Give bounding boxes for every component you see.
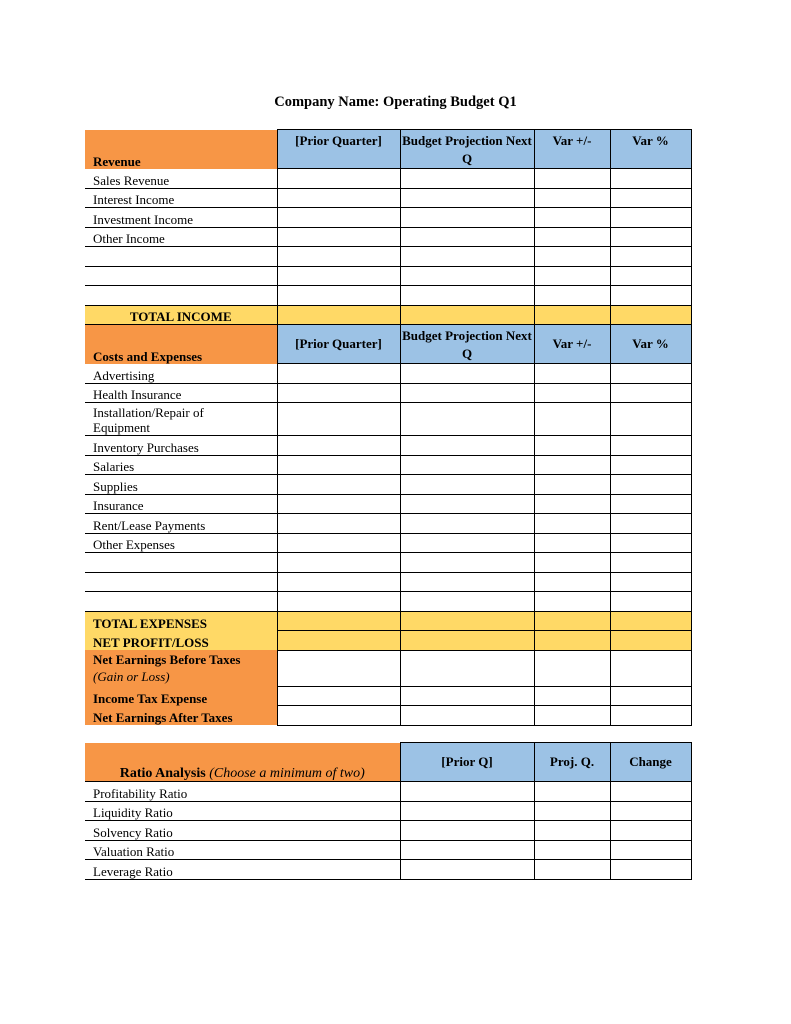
table-row xyxy=(85,266,691,286)
input-cell[interactable] xyxy=(400,455,534,475)
input-cell[interactable] xyxy=(277,455,400,475)
header-change: Change xyxy=(610,743,691,782)
input-cell[interactable] xyxy=(610,286,691,306)
header-budget-projection-2: Budget Projection Next Q xyxy=(400,325,534,364)
table-row xyxy=(85,364,691,384)
ratio-row-label: Leverage Ratio xyxy=(85,860,400,880)
input-cell[interactable] xyxy=(277,686,400,706)
table-row xyxy=(85,247,691,267)
row-label: Installation/Repair of Equipment xyxy=(85,403,277,436)
input-cell[interactable] xyxy=(400,860,534,880)
input-cell[interactable] xyxy=(400,840,534,860)
input-cell[interactable] xyxy=(534,247,610,267)
input-cell[interactable] xyxy=(534,455,610,475)
net-profit-label: NET PROFIT/LOSS xyxy=(85,631,277,651)
row-label: Other Income xyxy=(85,227,277,247)
total-cell[interactable] xyxy=(400,631,534,651)
income-tax-label: Income Tax Expense xyxy=(85,686,277,706)
total-expenses-row xyxy=(85,611,691,631)
total-cell[interactable] xyxy=(534,305,610,325)
input-cell[interactable] xyxy=(277,266,400,286)
table-row xyxy=(85,436,691,456)
input-cell[interactable] xyxy=(610,592,691,612)
input-cell[interactable] xyxy=(277,475,400,495)
budget-table xyxy=(85,129,692,726)
input-cell[interactable] xyxy=(277,533,400,553)
table-row xyxy=(85,572,691,592)
input-cell[interactable] xyxy=(400,383,534,403)
input-cell[interactable] xyxy=(534,436,610,456)
costs-label: Costs and Expenses xyxy=(85,325,277,364)
total-cell[interactable] xyxy=(277,611,400,631)
input-cell[interactable] xyxy=(400,188,534,208)
input-cell[interactable] xyxy=(400,821,534,841)
net-earnings-before-label: Net Earnings Before Taxes (Gain or Loss) xyxy=(85,650,277,686)
input-cell[interactable] xyxy=(534,553,610,573)
row-label: Sales Revenue xyxy=(85,169,277,189)
input-cell[interactable] xyxy=(400,572,534,592)
total-cell[interactable] xyxy=(610,611,691,631)
header-prior-quarter: [Prior Quarter] xyxy=(277,130,400,169)
input-cell[interactable] xyxy=(277,188,400,208)
table-row xyxy=(85,553,691,573)
input-cell[interactable] xyxy=(610,266,691,286)
input-cell[interactable] xyxy=(534,706,610,726)
blank-label[interactable] xyxy=(85,266,277,286)
input-cell[interactable] xyxy=(400,706,534,726)
total-income-label: TOTAL INCOME xyxy=(85,305,277,325)
input-cell[interactable] xyxy=(610,553,691,573)
input-cell[interactable] xyxy=(534,801,610,821)
input-cell[interactable] xyxy=(400,514,534,534)
input-cell[interactable] xyxy=(534,169,610,189)
input-cell[interactable] xyxy=(534,514,610,534)
input-cell[interactable] xyxy=(610,383,691,403)
row-label: Investment Income xyxy=(85,208,277,228)
table-row xyxy=(85,208,691,228)
input-cell[interactable] xyxy=(534,208,610,228)
input-cell[interactable] xyxy=(277,227,400,247)
input-cell[interactable] xyxy=(610,188,691,208)
input-cell[interactable] xyxy=(400,169,534,189)
net-earnings-after-label: Net Earnings After Taxes xyxy=(85,706,277,726)
net-profit-row xyxy=(85,631,691,651)
total-cell[interactable] xyxy=(400,611,534,631)
header-prior-quarter-2: [Prior Quarter] xyxy=(277,325,400,364)
input-cell[interactable] xyxy=(277,208,400,228)
input-cell[interactable] xyxy=(610,455,691,475)
input-cell[interactable] xyxy=(277,650,400,686)
input-cell[interactable] xyxy=(610,782,691,802)
input-cell[interactable] xyxy=(610,533,691,553)
header-prior-q: [Prior Q] xyxy=(400,743,534,782)
input-cell[interactable] xyxy=(400,436,534,456)
total-cell[interactable] xyxy=(534,631,610,651)
total-cell[interactable] xyxy=(277,631,400,651)
input-cell[interactable] xyxy=(610,436,691,456)
net-earnings-after-row xyxy=(85,706,691,726)
input-cell[interactable] xyxy=(400,782,534,802)
input-cell[interactable] xyxy=(534,188,610,208)
input-cell[interactable] xyxy=(610,686,691,706)
input-cell[interactable] xyxy=(610,650,691,686)
header-var-abs-2: Var +/- xyxy=(534,325,610,364)
input-cell[interactable] xyxy=(534,686,610,706)
ratio-label: Ratio Analysis (Choose a minimum of two) xyxy=(85,743,400,782)
ratio-row-label: Valuation Ratio xyxy=(85,840,400,860)
total-expenses-label: TOTAL EXPENSES xyxy=(85,611,277,631)
input-cell[interactable] xyxy=(610,169,691,189)
input-cell[interactable] xyxy=(610,403,691,436)
input-cell[interactable] xyxy=(400,494,534,514)
table-row xyxy=(85,403,691,436)
input-cell[interactable] xyxy=(610,208,691,228)
ratio-row-label: Liquidity Ratio xyxy=(85,801,400,821)
input-cell[interactable] xyxy=(534,286,610,306)
input-cell[interactable] xyxy=(534,840,610,860)
input-cell[interactable] xyxy=(400,801,534,821)
input-cell[interactable] xyxy=(400,475,534,495)
input-cell[interactable] xyxy=(610,860,691,880)
input-cell[interactable] xyxy=(400,650,534,686)
input-cell[interactable] xyxy=(610,494,691,514)
input-cell[interactable] xyxy=(400,247,534,267)
blank-label[interactable] xyxy=(85,572,277,592)
input-cell[interactable] xyxy=(277,286,400,306)
input-cell[interactable] xyxy=(534,266,610,286)
input-cell[interactable] xyxy=(400,266,534,286)
header-var-pct: Var % xyxy=(610,130,691,169)
table-row xyxy=(85,286,691,306)
row-label: Interest Income xyxy=(85,188,277,208)
input-cell[interactable] xyxy=(534,782,610,802)
income-tax-row xyxy=(85,686,691,706)
row-label: Salaries xyxy=(85,455,277,475)
ratio-row-label: Profitability Ratio xyxy=(85,782,400,802)
input-cell[interactable] xyxy=(277,572,400,592)
table-row xyxy=(85,782,691,802)
table-row xyxy=(85,188,691,208)
ratio-header-row xyxy=(85,743,691,782)
input-cell[interactable] xyxy=(534,227,610,247)
row-label: Supplies xyxy=(85,475,277,495)
row-label: Inventory Purchases xyxy=(85,436,277,456)
table-row xyxy=(85,169,691,189)
input-cell[interactable] xyxy=(277,364,400,384)
table-row xyxy=(85,383,691,403)
input-cell[interactable] xyxy=(610,364,691,384)
blank-label[interactable] xyxy=(85,286,277,306)
input-cell[interactable] xyxy=(400,553,534,573)
table-row xyxy=(85,533,691,553)
table-row xyxy=(85,801,691,821)
input-cell[interactable] xyxy=(400,364,534,384)
table-row xyxy=(85,494,691,514)
table-row xyxy=(85,592,691,612)
header-proj-q: Proj. Q. xyxy=(534,743,610,782)
header-budget-projection: Budget Projection Next Q xyxy=(400,130,534,169)
ratio-row-label: Solvency Ratio xyxy=(85,821,400,841)
input-cell[interactable] xyxy=(400,286,534,306)
blank-label[interactable] xyxy=(85,553,277,573)
input-cell[interactable] xyxy=(534,592,610,612)
total-cell[interactable] xyxy=(610,631,691,651)
input-cell[interactable] xyxy=(534,572,610,592)
table-row xyxy=(85,860,691,880)
input-cell[interactable] xyxy=(400,403,534,436)
input-cell[interactable] xyxy=(277,436,400,456)
table-row xyxy=(85,475,691,495)
input-cell[interactable] xyxy=(610,475,691,495)
table-row xyxy=(85,514,691,534)
input-cell[interactable] xyxy=(610,514,691,534)
page-title: Company Name: Operating Budget Q1 xyxy=(274,94,517,110)
input-cell[interactable] xyxy=(534,860,610,880)
input-cell[interactable] xyxy=(277,553,400,573)
blank-label[interactable] xyxy=(85,247,277,267)
row-label: Other Expenses xyxy=(85,533,277,553)
net-earnings-before-row xyxy=(85,650,691,686)
input-cell[interactable] xyxy=(610,840,691,860)
input-cell[interactable] xyxy=(534,364,610,384)
revenue-label: Revenue xyxy=(85,130,277,169)
input-cell[interactable] xyxy=(277,494,400,514)
input-cell[interactable] xyxy=(534,475,610,495)
input-cell[interactable] xyxy=(277,592,400,612)
blank-label[interactable] xyxy=(85,592,277,612)
input-cell[interactable] xyxy=(277,247,400,267)
input-cell[interactable] xyxy=(534,383,610,403)
input-cell[interactable] xyxy=(610,801,691,821)
revenue-header-row xyxy=(85,130,691,169)
input-cell[interactable] xyxy=(400,533,534,553)
input-cell[interactable] xyxy=(610,821,691,841)
input-cell[interactable] xyxy=(277,403,400,436)
table-row xyxy=(85,455,691,475)
input-cell[interactable] xyxy=(400,686,534,706)
total-cell[interactable] xyxy=(610,305,691,325)
row-label: Advertising xyxy=(85,364,277,384)
input-cell[interactable] xyxy=(534,650,610,686)
row-label: Rent/Lease Payments xyxy=(85,514,277,534)
input-cell[interactable] xyxy=(534,403,610,436)
input-cell[interactable] xyxy=(277,169,400,189)
total-cell[interactable] xyxy=(534,611,610,631)
row-label: Health Insurance xyxy=(85,383,277,403)
table-row xyxy=(85,821,691,841)
input-cell[interactable] xyxy=(534,533,610,553)
ratio-table xyxy=(85,742,692,880)
total-income-row xyxy=(85,305,691,325)
row-label: Insurance xyxy=(85,494,277,514)
input-cell[interactable] xyxy=(534,494,610,514)
input-cell[interactable] xyxy=(610,706,691,726)
input-cell[interactable] xyxy=(277,383,400,403)
input-cell[interactable] xyxy=(400,208,534,228)
input-cell[interactable] xyxy=(610,247,691,267)
input-cell[interactable] xyxy=(610,227,691,247)
total-cell[interactable] xyxy=(277,305,400,325)
total-cell[interactable] xyxy=(400,305,534,325)
input-cell[interactable] xyxy=(277,514,400,534)
input-cell[interactable] xyxy=(400,227,534,247)
header-var-pct-2: Var % xyxy=(610,325,691,364)
header-var-abs: Var +/- xyxy=(534,130,610,169)
input-cell[interactable] xyxy=(610,572,691,592)
input-cell[interactable] xyxy=(400,592,534,612)
table-row xyxy=(85,840,691,860)
costs-header-row xyxy=(85,325,691,364)
input-cell[interactable] xyxy=(277,706,400,726)
input-cell[interactable] xyxy=(534,821,610,841)
table-row xyxy=(85,227,691,247)
